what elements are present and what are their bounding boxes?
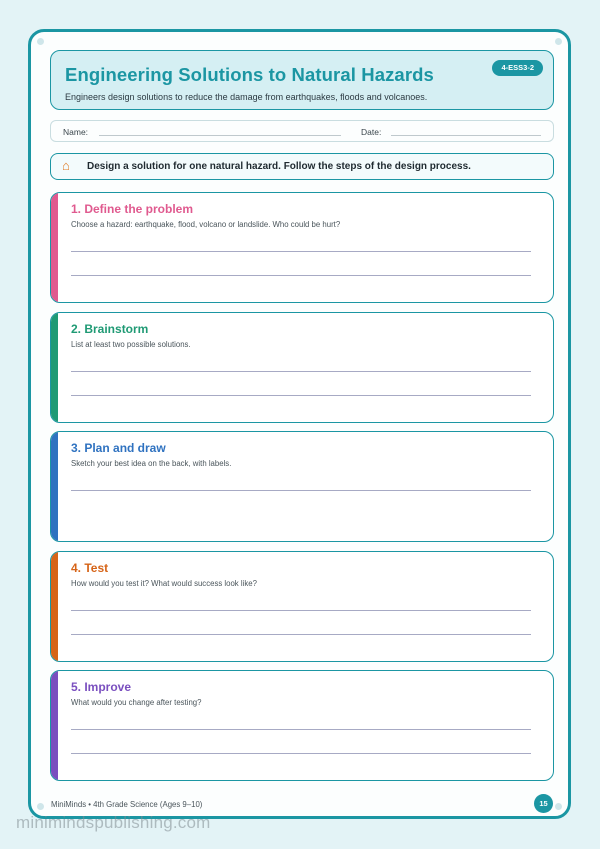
step-prompt: How would you test it? What would success look like?: [71, 578, 257, 588]
writing-line[interactable]: [71, 275, 531, 276]
step-prompt: Sketch your best idea on the back, with labels.: [71, 459, 232, 468]
writing-line[interactable]: [71, 634, 531, 635]
watermark: minimindspublishing.com: [16, 813, 211, 832]
writing-line[interactable]: [71, 490, 531, 491]
worksheet-page: [28, 29, 571, 819]
corner-dot: [555, 38, 562, 45]
writing-line[interactable]: [71, 753, 531, 754]
page-number: 15: [534, 794, 553, 813]
writing-line[interactable]: [71, 610, 531, 611]
corner-dot: [555, 803, 562, 810]
step-prompt: List at least two possible solutions.: [71, 339, 191, 349]
writing-line[interactable]: [71, 729, 531, 730]
corner-dot: [37, 38, 44, 45]
step-card: [50, 551, 554, 662]
step-accent-bar: [51, 193, 58, 302]
step-accent-bar: [51, 313, 58, 422]
step-card: [50, 431, 554, 542]
step-title: 1. Define the problem: [71, 202, 194, 216]
page-subtitle: Engineers design solutions to reduce the damage from earthquakes, floods and volcanoes.: [65, 92, 428, 102]
page-title: Engineering Solutions to Natural Hazards: [65, 64, 434, 85]
standard-badge: 4-ESS3-2: [492, 60, 543, 76]
writing-line[interactable]: [71, 251, 531, 252]
title-banner: [50, 50, 554, 110]
step-card: [50, 192, 554, 303]
step-title: 3. Plan and draw: [71, 441, 166, 455]
step-prompt: Choose a hazard: earthquake, flood, volcano or landslide. Who could be hurt?: [71, 220, 341, 229]
writing-line[interactable]: [71, 371, 531, 372]
step-prompt: What would you change after testing?: [71, 698, 202, 707]
step-title: 5. Improve: [71, 680, 132, 694]
writing-line[interactable]: [71, 395, 531, 396]
date-field[interactable]: [391, 135, 541, 136]
instruction-text: Design a solution for one natural hazard. Follow the steps of the design process.: [87, 161, 471, 172]
name-field[interactable]: [99, 135, 341, 136]
footer-text: MiniMinds • 4th Grade Science (Ages 9–10): [51, 800, 203, 809]
step-title: 4. Test: [71, 560, 109, 575]
instruction-box: [50, 153, 554, 180]
home-icon: ⌂: [62, 158, 70, 173]
step-accent-bar: [51, 432, 58, 541]
name-label: Name:: [63, 127, 89, 137]
step-title: 2. Brainstorm: [71, 321, 149, 336]
corner-dot: [37, 803, 44, 810]
step-accent-bar: [51, 552, 58, 661]
step-card: [50, 312, 554, 423]
step-card: [50, 670, 554, 781]
step-accent-bar: [51, 671, 58, 780]
name-date-bar: [50, 120, 554, 142]
date-label: Date:: [361, 127, 382, 137]
